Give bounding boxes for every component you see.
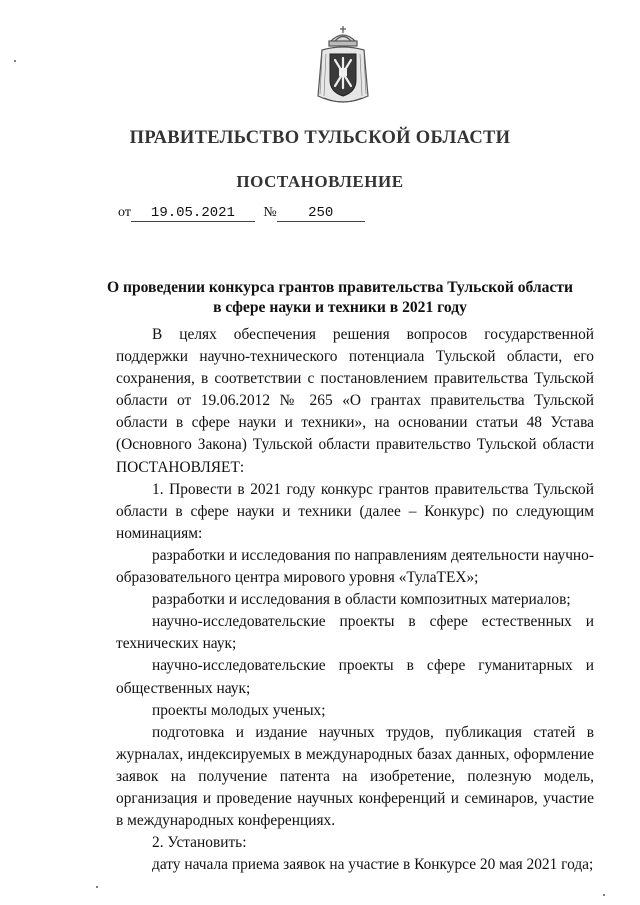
nomination-tulatex: разработки и исследования по направлениям деятельности научно-образовательного центра мирового уровня «ТулаТЕХ»;	[116, 546, 594, 587]
date-number-line	[118, 205, 365, 222]
date-prefix: от	[118, 205, 131, 220]
subject-line-2: в сфере науки и техники в 2021 году	[213, 299, 467, 316]
document-subject	[90, 278, 590, 318]
scan-speck	[14, 60, 16, 62]
number-prefix: №	[263, 205, 277, 220]
paragraph-start-date: дату начала приема заявок на участие в Конкурсе 20 мая 2021 года;	[152, 856, 594, 874]
scan-speck	[603, 894, 605, 896]
nomination-natural-sciences: научно-исследовательские проекты в сфере естественных и технических наук;	[116, 613, 594, 653]
nomination-composites: разработки и исследования в области композитных материалов;	[152, 591, 571, 609]
document-type: ПОСТАНОВЛЕНИЕ	[236, 172, 404, 191]
document-number: 250	[277, 206, 365, 222]
document-date: 19.05.2021	[131, 206, 255, 222]
scan-speck	[96, 886, 98, 888]
government-title: ПРАВИТЕЛЬСТВО ТУЛЬСКОЙ ОБЛАСТИ	[129, 128, 511, 148]
nomination-humanities: научно-исследовательские проекты в сфере гуманитарных и общественных наук;	[116, 657, 594, 697]
coat-of-arms-icon	[308, 22, 378, 110]
nomination-young-scientists: проекты молодых ученых;	[152, 701, 326, 719]
paragraph-item-1: 1. Провести в 2021 году конкурс грантов правительства Тульской области в сфере науки и техники (далее – Конкурс) по следующим номинациям:	[116, 480, 594, 542]
document-body	[116, 324, 594, 876]
nomination-publications: подготовка и издание научных трудов, публикация статей в журналах, индексируемых в международных базах данных, оформление заявок на получение патента на изобретение, полезную модель, организация и проведение научных конференций и семинаров, участие в международных конференциях.	[116, 723, 594, 830]
paragraph-preamble: В целях обеспечения решения вопросов государственной поддержки научно-технического потенциала Тульской области, его сохранения, в соответствии с постановлением правительства Тульской области от 19.06.2012 № 265 «О грантах правительства Тульской области в сфере науки и техники», на основании статьи 48 Устава (Основного Закона) Тульской области правительство Тульской области ПОСТАНОВЛЯЕТ:	[116, 326, 594, 476]
subject-line-1: О проведении конкурса грантов правительства Тульской области	[106, 279, 574, 296]
paragraph-item-2: 2. Установить:	[152, 834, 247, 852]
